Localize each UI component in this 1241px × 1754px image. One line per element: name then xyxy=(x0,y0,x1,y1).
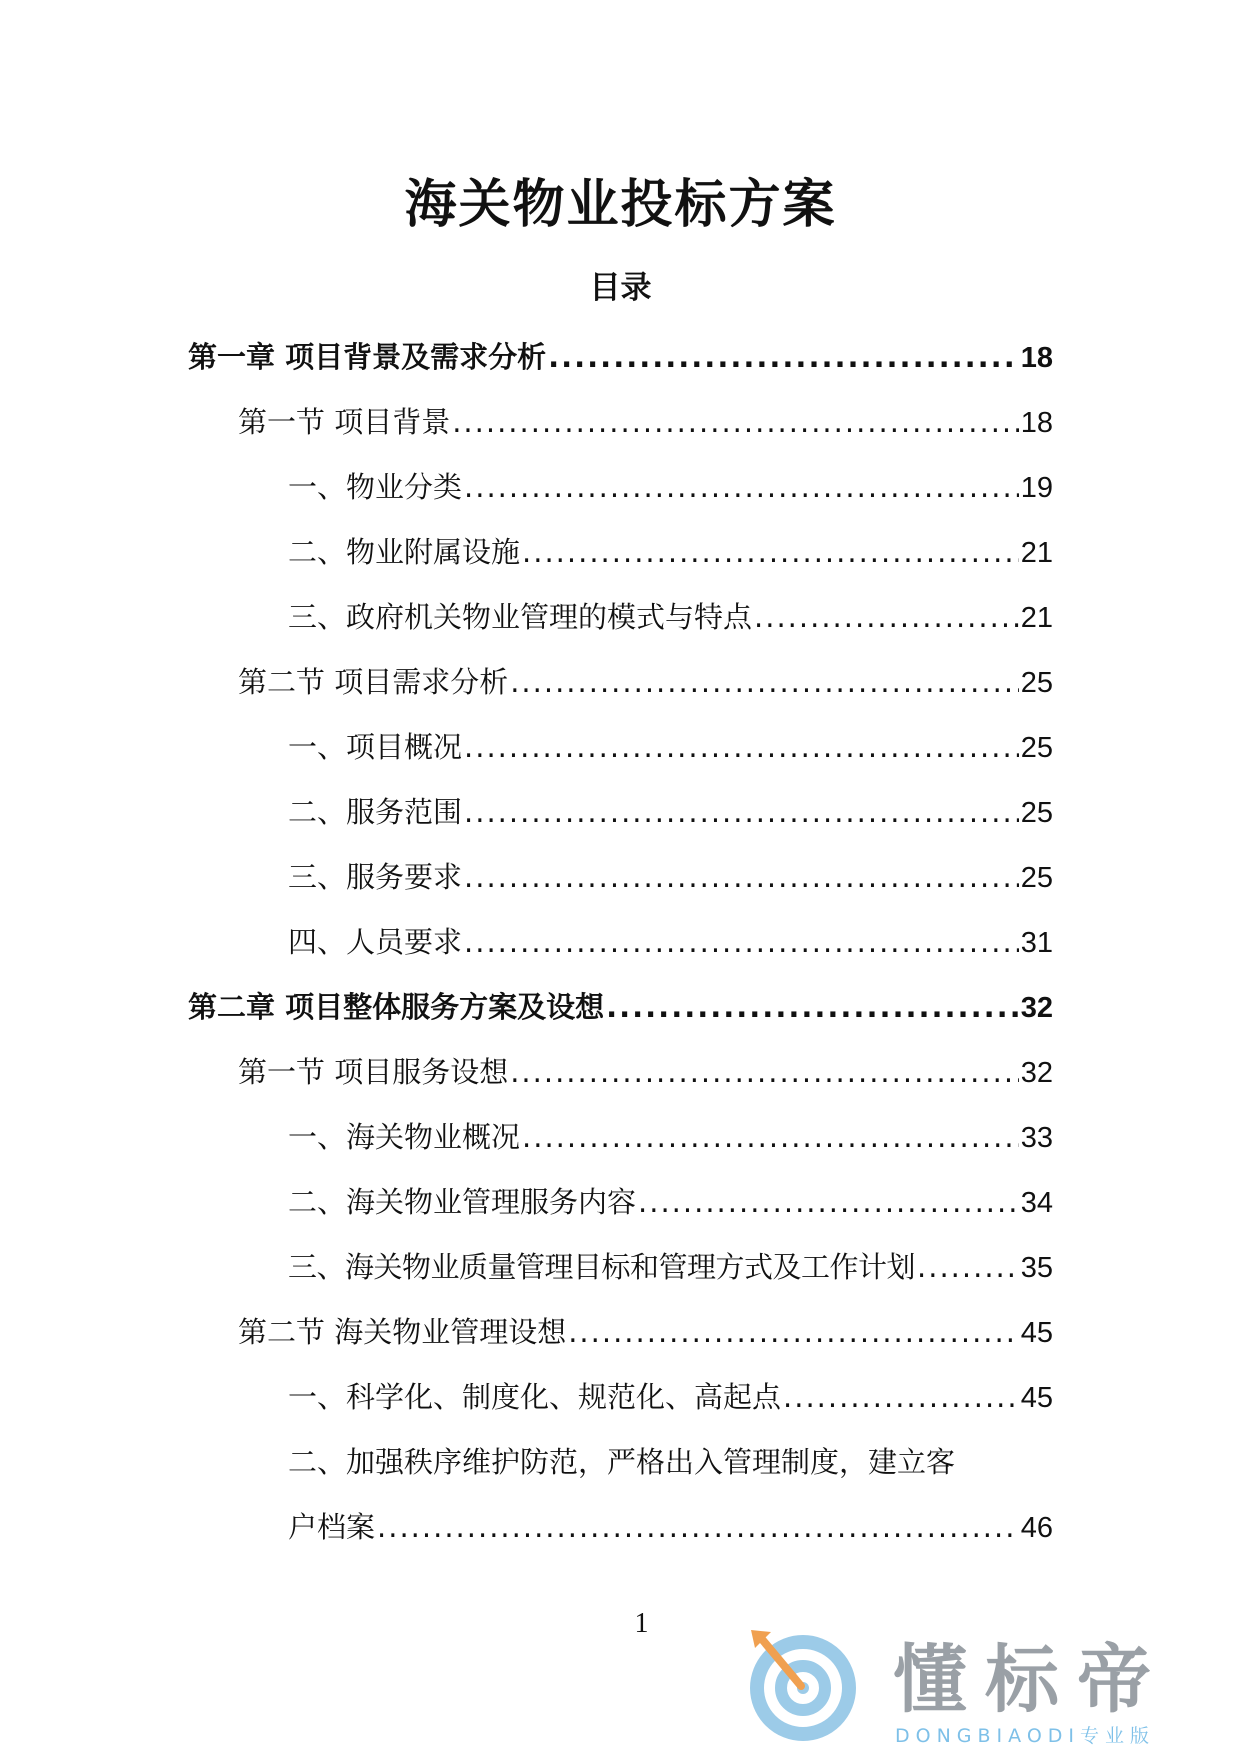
toc-leader-dots xyxy=(917,1235,1019,1300)
toc-entry-label: 二、加强秩序维护防范，严格出入管理制度，建立客 xyxy=(288,1445,956,1479)
toc-entry-label: 第二章 项目整体服务方案及设想 xyxy=(188,990,605,1024)
toc-leader-dots xyxy=(638,1170,1019,1235)
toc-page-number: 32 xyxy=(1020,992,1053,1024)
toc-chapter[interactable] xyxy=(0,325,1241,390)
toc-entry-label: 第一节 项目服务设想 xyxy=(238,1055,509,1089)
toc-page-number: 34 xyxy=(1020,1187,1053,1219)
toc-section[interactable] xyxy=(0,1040,1241,1105)
toc-page-number: 18 xyxy=(1020,342,1053,374)
toc-chapter[interactable] xyxy=(0,975,1241,1040)
toc-entry-label: 四、人员要求 xyxy=(288,925,463,959)
toc-leader-dots xyxy=(510,1040,1019,1105)
toc-entry-label: 二、服务范围 xyxy=(288,795,463,829)
toc-section[interactable] xyxy=(0,650,1241,715)
toc-page-number: 32 xyxy=(1020,1057,1053,1089)
toc-leader-dots xyxy=(783,1365,1019,1430)
toc-entry-label: 第一节 项目背景 xyxy=(238,405,451,439)
toc-entry-label: 第二节 海关物业管理设想 xyxy=(238,1315,567,1349)
toc-entry-label: 一、科学化、制度化、规范化、高起点 xyxy=(288,1380,782,1414)
toc-leader-dots xyxy=(754,585,1019,650)
table-of-contents xyxy=(0,325,1241,1560)
toc-subsection[interactable] xyxy=(0,1430,1241,1560)
toc-page-number: 19 xyxy=(1020,472,1053,504)
toc-subsection[interactable] xyxy=(0,1365,1241,1430)
toc-page-number: 45 xyxy=(1020,1317,1053,1349)
toc-entry-label: 三、政府机关物业管理的模式与特点 xyxy=(288,600,753,634)
toc-subsection[interactable] xyxy=(0,845,1241,910)
toc-subsection[interactable] xyxy=(0,1170,1241,1235)
watermark-brand-name: 懂标帝 xyxy=(893,1637,1169,1723)
toc-entry-label: 二、物业附属设施 xyxy=(288,535,521,569)
toc-entry-label: 一、海关物业概况 xyxy=(288,1120,521,1154)
toc-leader-dots xyxy=(464,455,1019,520)
toc-page-number: 33 xyxy=(1020,1122,1053,1154)
toc-page-number: 25 xyxy=(1020,862,1053,894)
toc-page-number: 25 xyxy=(1020,667,1053,699)
toc-subsection[interactable] xyxy=(0,1235,1241,1300)
toc-entry-label: 二、海关物业管理服务内容 xyxy=(288,1185,637,1219)
toc-leader-dots xyxy=(464,910,1019,975)
toc-subsection[interactable] xyxy=(0,455,1241,520)
toc-entry-label: 第二节 项目需求分析 xyxy=(238,665,509,699)
toc-entry-label: 三、海关物业质量管理目标和管理方式及工作计划 xyxy=(288,1250,916,1284)
toc-leader-dots xyxy=(464,715,1019,780)
page-number: 1 xyxy=(634,1608,649,1639)
toc-subsection[interactable] xyxy=(0,520,1241,585)
toc-page-number: 31 xyxy=(1020,927,1053,959)
toc-leader-dots xyxy=(606,975,1019,1040)
toc-page-number: 25 xyxy=(1020,797,1053,829)
toc-leader-dots xyxy=(548,325,1019,390)
toc-subsection[interactable] xyxy=(0,1105,1241,1170)
toc-page-number: 21 xyxy=(1020,602,1053,634)
toc-subsection[interactable] xyxy=(0,910,1241,975)
toc-leader-dots xyxy=(522,1105,1019,1170)
toc-leader-dots xyxy=(464,845,1019,910)
toc-leader-dots xyxy=(377,1495,1019,1560)
toc-entry-label-continued: 户档案 xyxy=(288,1510,376,1544)
toc-page-number: 18 xyxy=(1020,407,1053,439)
toc-leader-dots xyxy=(568,1300,1019,1365)
toc-section[interactable] xyxy=(0,1300,1241,1365)
toc-heading: 目录 xyxy=(589,270,652,306)
toc-page-number: 46 xyxy=(1020,1512,1053,1544)
toc-entry-label: 三、服务要求 xyxy=(288,860,463,894)
watermark xyxy=(745,1620,1225,1750)
toc-entry-label: 一、项目概况 xyxy=(288,730,463,764)
toc-leader-dots xyxy=(510,650,1019,715)
toc-page-number: 35 xyxy=(1020,1252,1053,1284)
toc-leader-dots xyxy=(522,520,1019,585)
toc-subsection[interactable] xyxy=(0,780,1241,845)
toc-subsection[interactable] xyxy=(0,715,1241,780)
toc-entry-label: 一、物业分类 xyxy=(288,470,463,504)
toc-entry-label: 第一章 项目背景及需求分析 xyxy=(188,340,547,374)
toc-leader-dots xyxy=(452,390,1019,455)
toc-leader-dots xyxy=(464,780,1019,845)
toc-section[interactable] xyxy=(0,390,1241,455)
toc-subsection[interactable] xyxy=(0,585,1241,650)
toc-page-number: 45 xyxy=(1020,1382,1053,1414)
document-title: 海关物业投标方案 xyxy=(404,175,837,235)
toc-page-number: 25 xyxy=(1020,732,1053,764)
watermark-brand-subtitle: DONGBIAODI专业版 xyxy=(895,1725,1156,1747)
toc-page-number: 21 xyxy=(1020,537,1053,569)
target-logo-icon xyxy=(745,1624,865,1744)
